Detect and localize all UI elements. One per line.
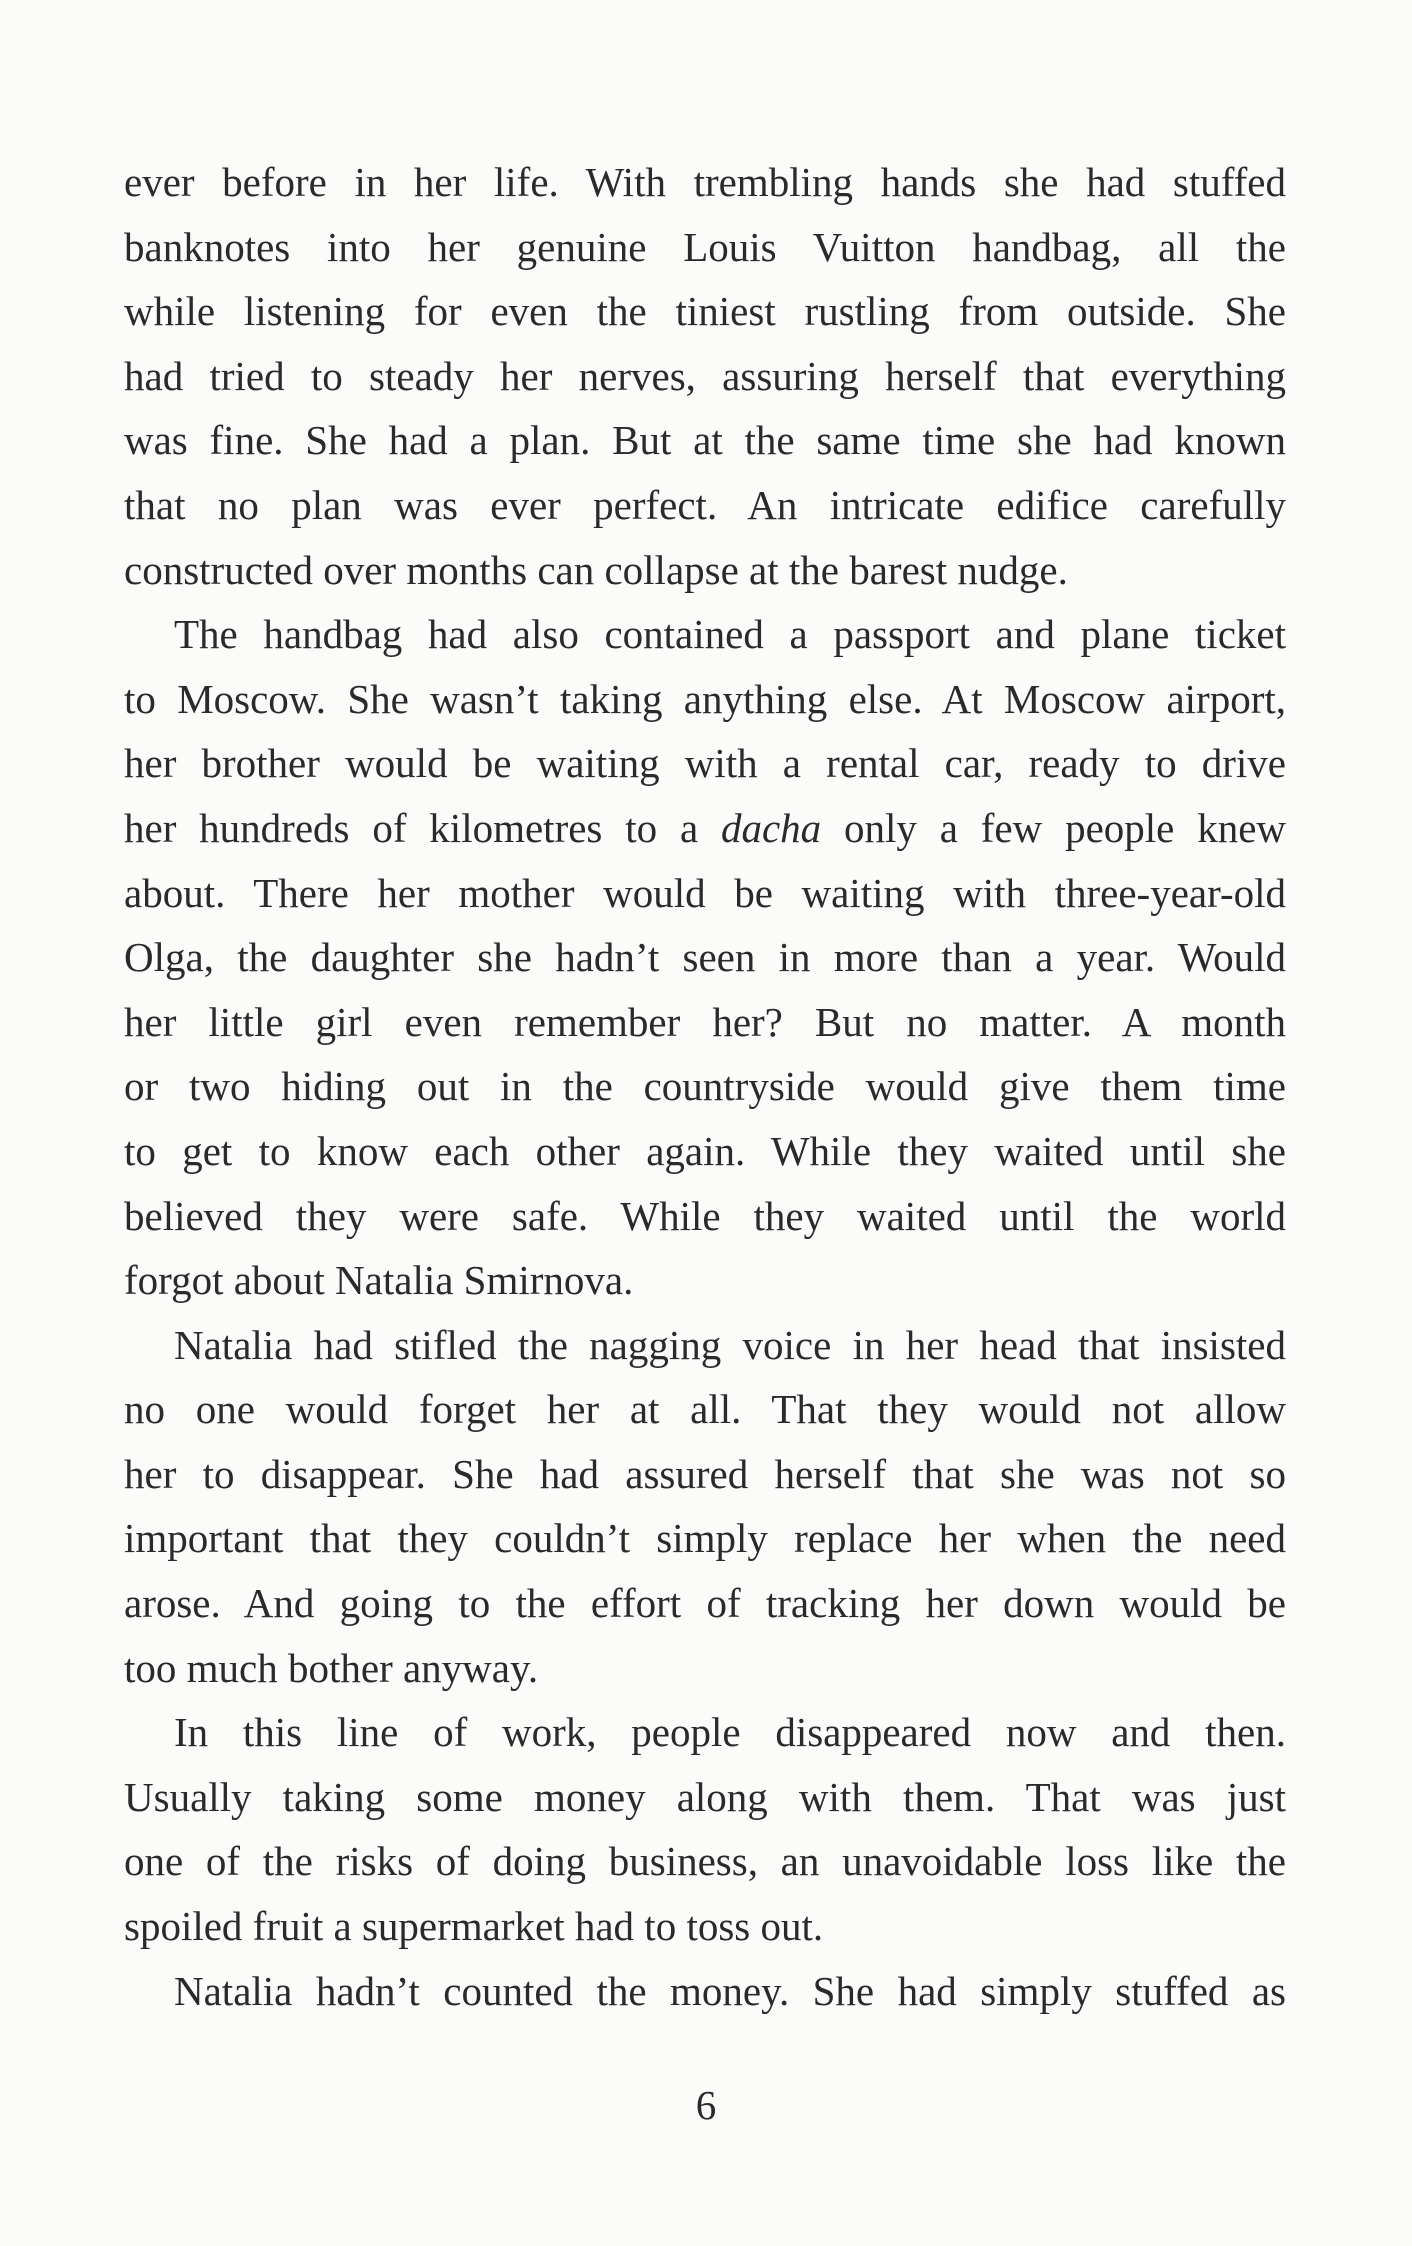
text-line: or two hiding out in the countryside would give them time [124, 1063, 1286, 1110]
text-line: her brother would be waiting with a rental car, ready to drive [124, 740, 1286, 787]
text-line: Olga, the daughter she hadn’t seen in more than a year. Would [124, 934, 1286, 981]
paragraph-3 [124, 1313, 1286, 1701]
paragraph-4 [124, 1700, 1286, 1958]
text-line: her little girl even remember her? But no matter. A month [124, 998, 1286, 1045]
text-line: ever before in her life. With trembling hands she had stuffed [124, 159, 1286, 205]
text-line: constructed over months can collapse at the barest nudge. [124, 546, 1068, 593]
text-line: banknotes into her genuine Louis Vuitton handbag, all the [124, 223, 1286, 270]
text-line: Natalia had stifled the nagging voice in her head that insisted [174, 1321, 1286, 1368]
text-line: important that they couldn’t simply replace her when the need [124, 1515, 1286, 1562]
text-line: The handbag had also contained a passport and plane ticket [174, 611, 1286, 658]
text-segment: her hundreds of kilometres to a [124, 804, 721, 851]
text-line: while listening for even the tiniest rustling from outside. She [124, 288, 1286, 335]
text-line: forgot about Natalia Smirnova. [124, 1257, 634, 1304]
text-line: Usually taking some money along with them. That was just [124, 1773, 1286, 1820]
italic-word-dacha: dacha [720, 804, 822, 851]
text-line: about. There her mother would be waiting with three-year-old [124, 869, 1286, 916]
text-line: believed they were safe. While they waited until the world [124, 1192, 1286, 1239]
text-line: her to disappear. She had assured herself that she was not so [124, 1450, 1286, 1497]
paragraph-5 [124, 1959, 1286, 2024]
text-line: that no plan was ever perfect. An intricate edifice carefully [124, 481, 1286, 528]
text-line: was fine. She had a plan. But at the same time she had known [124, 417, 1286, 464]
text-line: no one would forget her at all. That they would not allow [124, 1386, 1286, 1433]
body-text [124, 150, 1286, 2023]
text-line: to get to know each other again. While they waited until she [124, 1127, 1286, 1174]
text-line: Natalia hadn’t counted the money. She had simply stuffed as [174, 1967, 1286, 2014]
text-line: had tried to steady her nerves, assuring herself that everything [124, 352, 1286, 399]
page-number: 6 [695, 2082, 717, 2128]
paragraph-2 [124, 602, 1286, 1313]
text-segment: only a few people knew [821, 804, 1286, 851]
text-line: to Moscow. She wasn’t taking anything else. At Moscow airport, [124, 675, 1286, 722]
text-line-with-italic [124, 796, 1286, 861]
text-line: arose. And going to the effort of tracking her down would be [124, 1580, 1286, 1627]
text-line: one of the risks of doing business, an unavoidable loss like the [124, 1838, 1286, 1885]
text-line: spoiled fruit a supermarket had to toss out. [124, 1903, 824, 1950]
text-line: too much bother anyway. [124, 1644, 539, 1691]
paragraph-1 [124, 150, 1286, 602]
text-line: In this line of work, people disappeared now and then. [174, 1709, 1286, 1756]
